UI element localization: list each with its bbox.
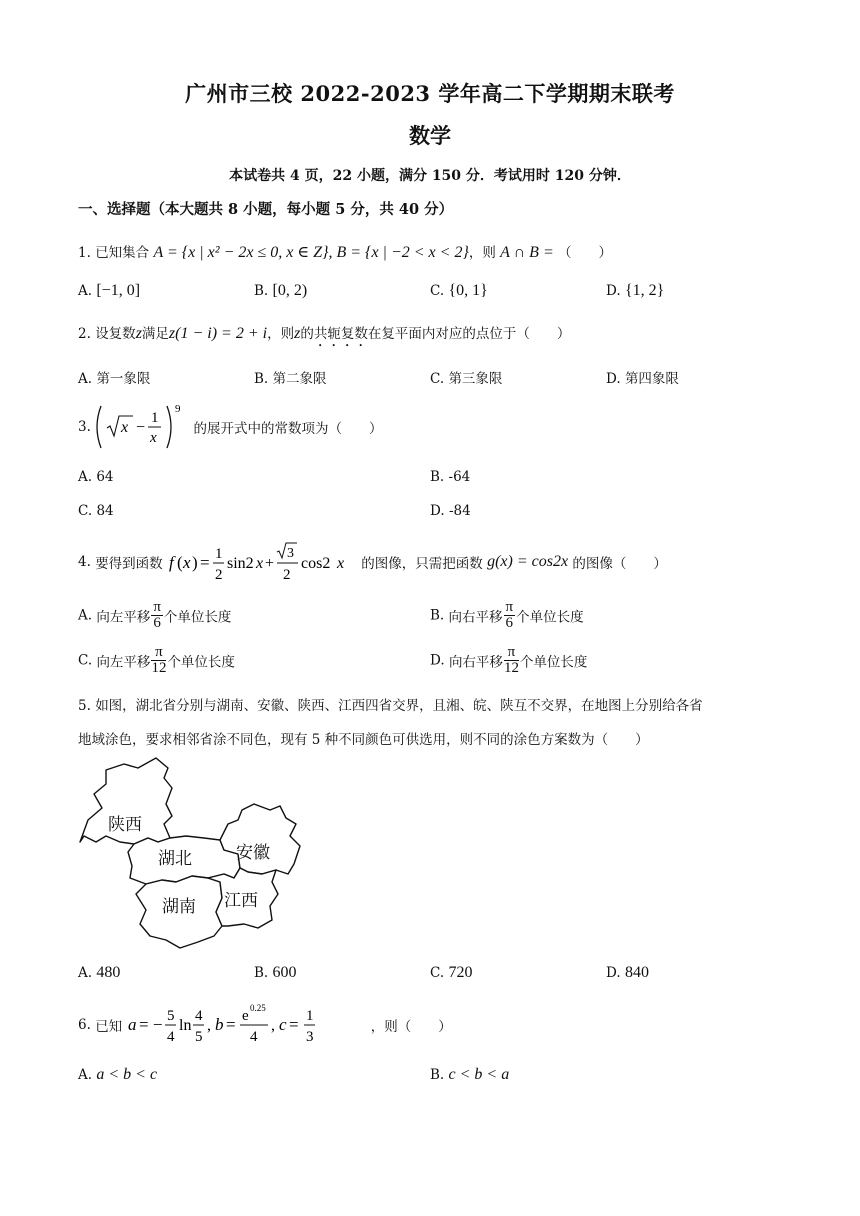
- svg-text:b: b: [215, 1015, 224, 1034]
- question-2: 2. 设复数z满足z(1 − i) = 2 + i，则z的共轭复数在复平面内对应的点位于（ ）: [78, 325, 571, 342]
- option-b[interactable]: B. -64: [430, 469, 471, 485]
- binomial-expression: [95, 400, 189, 454]
- option-b[interactable]: B. 向右平移 $\frac{\pi}{6}$ 个单位长度: [430, 599, 584, 631]
- svg-text:3: 3: [286, 546, 294, 561]
- svg-text:1: 1: [151, 410, 159, 426]
- option-d[interactable]: D. 向右平移 $\frac{\pi}{12}$ 个单位长度: [430, 644, 588, 676]
- label-hunan: 湖南: [162, 897, 196, 917]
- question-stem: ，则: [468, 245, 496, 261]
- svg-text:(: (: [176, 553, 183, 572]
- question-5-line-1: 5. 如图，湖北省分别与湖南、安徽、陕西、江西四省交界，且湘、皖、陕互不交界，在地图上分别给各省: [78, 698, 703, 714]
- label-jiangxi: 江西: [224, 891, 258, 911]
- svg-text:9: 9: [175, 403, 181, 415]
- svg-text:1: 1: [214, 546, 223, 562]
- question-3: 3. x − 1 x 9 的展开式中的常数项为（ ）: [78, 400, 382, 454]
- function-f-expression: [167, 540, 357, 584]
- question-number: 1.: [78, 245, 91, 261]
- svg-text:4: 4: [195, 1008, 203, 1024]
- svg-text:2: 2: [282, 567, 291, 583]
- question-6: 6. 已知 a = − 5 4 ln 4 5 , b = e 0.25 4 , c = 1 3 ，则（ ）: [78, 1000, 452, 1050]
- label-hubei: 湖北: [158, 849, 192, 869]
- option-b[interactable]: B. [0, 2): [254, 282, 308, 299]
- emphasized-term: 共轭复数: [313, 326, 368, 342]
- label-shaanxi: 陕西: [108, 815, 142, 835]
- svg-text:= −: = −: [139, 1015, 163, 1034]
- question-4: 4. 要得到函数 f ( x ) = 1 2 sin2 x + 3 2 cos2 x 的图像，只需把函数 g(x) = cos2x 的图像（ ）: [78, 540, 667, 584]
- svg-text:x: x: [336, 555, 345, 572]
- option-a[interactable]: A. 向左平移 $\frac{\pi}{6}$ 个单位长度: [78, 599, 232, 631]
- option-a[interactable]: A. 64: [78, 469, 114, 485]
- svg-text:): ): [191, 553, 198, 572]
- svg-text:5: 5: [195, 1029, 203, 1045]
- question-1: [78, 241, 612, 262]
- province-map: [76, 754, 306, 954]
- option-a[interactable]: A. [−1, 0]: [78, 282, 141, 299]
- label-anhui: 安徽: [236, 843, 270, 863]
- question-stem: 已知集合: [95, 245, 150, 261]
- set-expression: A ∩ B =: [500, 244, 554, 261]
- option-d[interactable]: D. {1, 2}: [606, 282, 665, 299]
- svg-text:4: 4: [167, 1029, 175, 1045]
- page-title: 广州市三校 2022-2023 学年高二下学期期末联考: [185, 81, 675, 106]
- question-6-expression: [126, 1000, 366, 1050]
- svg-text:−: −: [136, 419, 146, 436]
- option-c[interactable]: C. 第三象限: [430, 371, 503, 387]
- option-a[interactable]: A. 480: [78, 964, 121, 981]
- svg-text:f: f: [168, 553, 174, 572]
- svg-text:a: a: [128, 1015, 137, 1034]
- svg-text:x: x: [255, 555, 264, 572]
- question-5-line-2: 地域涂色，要求相邻省涂不同色，现有 5 种不同颜色可供选用，则不同的涂色方案数为（ ）: [78, 732, 649, 748]
- option-b[interactable]: B. c < b < a: [430, 1066, 510, 1083]
- equation: z(1 − i) = 2 + i: [168, 325, 268, 342]
- svg-text:x: x: [121, 419, 129, 436]
- set-definition: A = {x | x² − 2x ≤ 0, x ∈ Z}, B = {x | −2 < x < 2}: [153, 244, 469, 261]
- svg-text:,: ,: [207, 1017, 212, 1034]
- option-a[interactable]: A. 第一象限: [78, 371, 151, 387]
- svg-text:x: x: [150, 430, 157, 446]
- svg-text:sin2: sin2: [226, 555, 254, 572]
- exam-info: 本试卷共 4 页，22 小题，满分 150 分．考试用时 120 分钟．: [229, 168, 631, 184]
- svg-text:3: 3: [306, 1029, 314, 1045]
- subject-title: 数学: [409, 123, 451, 148]
- svg-text:,: ,: [271, 1017, 276, 1034]
- option-d[interactable]: D. 840: [606, 964, 649, 981]
- option-c[interactable]: C. {0, 1}: [430, 282, 488, 299]
- svg-text:cos2: cos2: [300, 555, 331, 572]
- option-d[interactable]: D. -84: [430, 503, 471, 519]
- function-g-expression: g(x) = cos2x: [487, 553, 569, 570]
- option-d[interactable]: D. 第四象限: [606, 371, 679, 387]
- svg-text:c: c: [279, 1015, 288, 1034]
- answer-paren: （ ）: [558, 245, 613, 261]
- option-c[interactable]: C. 向左平移 $\frac{\pi}{12}$ 个单位长度: [78, 644, 235, 676]
- svg-text:=: =: [199, 553, 210, 572]
- svg-text:5: 5: [167, 1008, 175, 1024]
- svg-text:+: +: [264, 555, 275, 572]
- option-c[interactable]: C. 720: [430, 964, 473, 981]
- option-b[interactable]: B. 第二象限: [254, 371, 327, 387]
- option-b[interactable]: B. 600: [254, 964, 297, 981]
- svg-text:=: =: [289, 1015, 300, 1034]
- svg-text:e: e: [242, 1008, 250, 1024]
- svg-text:2: 2: [214, 567, 223, 583]
- svg-text:=: =: [226, 1015, 237, 1034]
- svg-text:4: 4: [250, 1029, 258, 1045]
- option-c[interactable]: C. 84: [78, 503, 114, 519]
- svg-text:ln: ln: [179, 1017, 192, 1034]
- svg-text:1: 1: [306, 1008, 314, 1024]
- section-heading: 一、选择题（本大题共 8 小题，每小题 5 分，共 40 分）: [78, 201, 454, 218]
- svg-text:x: x: [182, 553, 191, 572]
- svg-text:0.25: 0.25: [250, 1003, 267, 1013]
- option-a[interactable]: A. a < b < c: [78, 1066, 158, 1083]
